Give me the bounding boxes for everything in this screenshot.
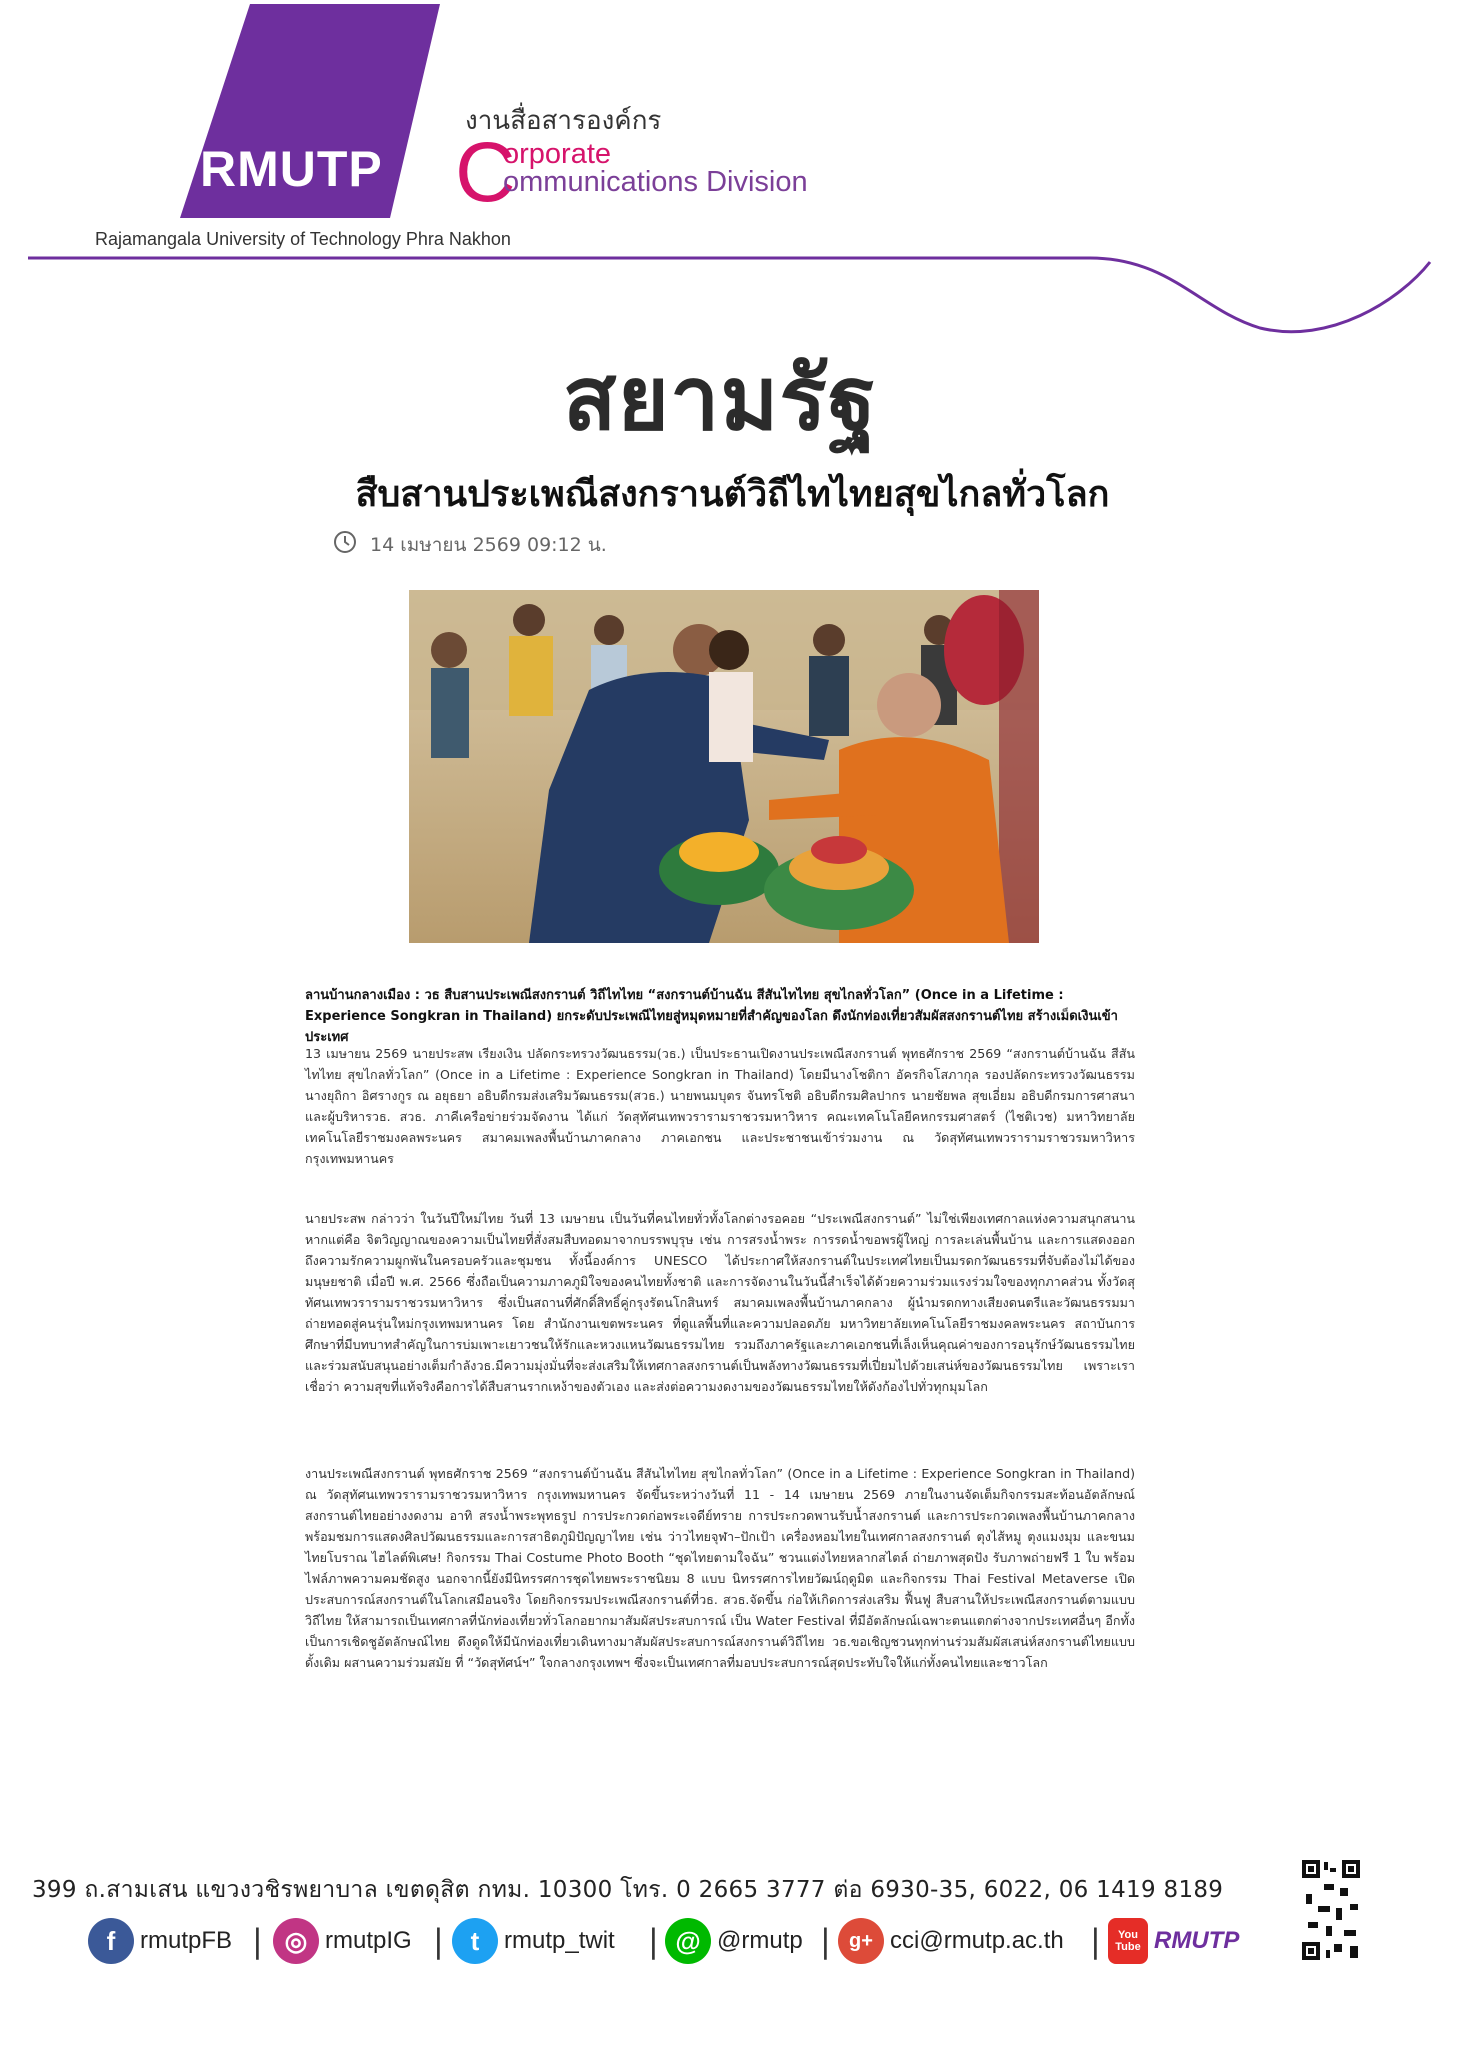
social-twitter[interactable] bbox=[452, 1918, 615, 1964]
google-plus-icon: g+ bbox=[838, 1918, 884, 1964]
rmutp-logo-text: RMUTP bbox=[200, 141, 383, 197]
header-divider-curve bbox=[0, 250, 1465, 340]
department-name-line2: ommunications Division bbox=[503, 166, 808, 198]
separator: | bbox=[252, 1922, 263, 1960]
line-icon: @ bbox=[665, 1918, 711, 1964]
university-name: Rajamangala University of Technology Phra Nakhon bbox=[95, 229, 511, 249]
social-label: rmutpFB bbox=[140, 1927, 233, 1954]
social-facebook[interactable] bbox=[88, 1918, 232, 1964]
footer-address: 399 ถ.สามเสน แขวงวชิรพยาบาล เขตดุสิต กทม. 10300 โทร. 0 2665 3777 ต่อ 6930-35, 6022, 06 1419 8189 bbox=[32, 1877, 1224, 1903]
social-youtube[interactable] bbox=[1108, 1918, 1239, 1964]
department-thai-name: งานสื่อสารองค์กร bbox=[465, 106, 662, 136]
department-name-line1: orporate bbox=[503, 138, 612, 170]
youtube-icon: You Tube bbox=[1108, 1918, 1148, 1964]
separator: | bbox=[648, 1922, 659, 1960]
article-paragraph: งานประเพณีสงกรานต์ พุทธศักราช 2569 “สงกรานต์บ้านฉัน สีสันไทไทย สุขไกลทั่วโลก” (Once in a Lifetime : Experience Songkran in Thailand) ณ วัดสุทัศนเทพวรารามราชวรมหาวิหาร กรุงเทพมหานคร จัดขึ้นระหว่างวันที่ 11 - 14 เมษายน 2569 ภายในงานจัดเต็มกิจกรรมสะท้อนอัตลักษณ์สงกรานต์ไทยอย่างงดงาม อาทิ สรงน้ำพระพุทธรูป การประกวดก่อพระเจดีย์ทราย การประกวดพานรับน้ำสงกรานต์ และการประกวดเพลงพื้นบ้านภาคกลาง พร้อมชมการแสดงศิลปวัฒนธรรมและการสาธิตภูมิปัญญาไทย เช่น ว่าวไทยจุฬา–ปักเป้า เครื่องหอมไทยในเทศกาลสงกรานต์ ตุงไส้หมู ตุงแมงมุม และขนมไทยโบราณ ไฮไลต์พิเศษ! กิจกรรม Thai Costume Photo Booth “ชุดไทยตามใจฉัน” ชวนแต่งไทยหลากสไตล์ ถ่ายภาพสุดปัง รับภาพถ่ายฟรี 1 ใบ พร้อมไฟล์ภาพความคมชัดสูง นอกจากนี้ยังมีนิทรรศการชุดไทยพระราชนิยม 8 แบบ นิทรรศการไทยวัฒน์ฤดูมิต และกิจกรรม Thai Festival Metaverse เปิดประสบการณ์สงกรานต์ในโลกเสมือนจริง โดยกิจกรรมประเพณีสงกรานต์ที่วธ. สวธ.จัดขึ้น ก่อให้เกิดการส่งเสริม ฟื้นฟู สืบสานให้ประเพณีสงกรานต์ตามแบบวิถีไทย ให้สามารถเป็นเทศกาลที่นักท่องเที่ยวทั่วโลกอยากมาสัมผัสประสบการณ์ เป็น Water Festival ที่มีอัตลักษณ์เฉพาะตนแตกต่างจากประเทศอื่นๆ อีกทั้งเป็นการเชิดชูอัตลักษณ์ไทย ดึงดูดให้มีนักท่องเที่ยวเดินทางมาสัมผัสประสบการณ์สงกรานต์วิถีไทย วธ.ขอเชิญชวนทุกท่านร่วมสัมผัสเสน่ห์สงกรานต์ไทยแบบดั้งเดิม ผสานความร่วมสมัย ที่ “วัดสุทัศน์ฯ” ใจกลางกรุงเทพฯ ซึ่งจะเป็นเทศกาลที่มอบประสบการณ์สุดประทับใจให้แก่ทั้งคนไทยและชาวโลก bbox=[305, 1466, 1135, 1670]
qr-code bbox=[1300, 1858, 1362, 1962]
department-logo-c: C bbox=[455, 125, 516, 219]
social-email[interactable] bbox=[838, 1918, 1064, 1964]
social-label: RMUTP bbox=[1154, 1927, 1240, 1954]
twitter-icon: t bbox=[452, 1918, 498, 1964]
newspaper-masthead: สยามรัฐ bbox=[562, 346, 878, 450]
social-instagram[interactable] bbox=[273, 1918, 412, 1964]
instagram-icon: ◎ bbox=[273, 1918, 319, 1964]
publish-date: 14 เมษายน 2569 09:12 น. bbox=[370, 534, 607, 556]
social-label: @rmutp bbox=[717, 1927, 803, 1954]
clock-icon bbox=[333, 530, 357, 554]
separator: | bbox=[820, 1922, 831, 1960]
social-label: rmutp_twit bbox=[504, 1927, 615, 1954]
social-label: rmutpIG bbox=[325, 1927, 412, 1954]
article-paragraph: 13 เมษายน 2569 นายประสพ เรียงเงิน ปลัดกระทรวงวัฒนธรรม(วธ.) เป็นประธานเปิดงานประเพณีสงกรานต์ พุทธศักราช 2569 “สงกรานต์บ้านฉัน สีสันไทไทย สุขไกลทั่วโลก” (Once in a Lifetime : Experience Songkran in Thailand) โดยมีนางโชติกา อัครกิจโสภากุล รองปลัดกระทรวงวัฒนธรรม นางยุถิกา อิศรางกูร ณ อยุธยา อธิบดีกรมส่งเสริมวัฒนธรรม(สวธ.) นายพนมบุตร จันทรโชติ อธิบดีกรมศิลปากร นายชัยพล สุขเอี่ยม อธิบดีกรมการศาสนา และผู้บริหารวธ. สวธ. ภาคีเครือข่ายร่วมจัดงาน ได้แก่ วัดสุทัศนเทพวรารามราชวรมหาวิหาร คณะเทคโนโลยีคหกรรมศาสตร์ (ไชติเวช) มหาวิทยาลัยเทคโนโลยีราชมงคลพระนคร สมาคมเพลงพื้นบ้านภาคกลาง ภาคเอกชน และประชาชนเข้าร่วมงาน ณ วัดสุทัศนเทพวรารามราชวรมหาวิหาร กรุงเทพมหานคร bbox=[305, 1046, 1135, 1166]
facebook-icon: f bbox=[88, 1918, 134, 1964]
separator: | bbox=[1090, 1922, 1101, 1960]
social-label: cci@rmutp.ac.th bbox=[890, 1927, 1064, 1954]
article-photo bbox=[409, 590, 1039, 943]
article-lead: ลานบ้านกลางเมือง : วธ สืบสานประเพณีสงกรานต์ วิถีไทไทย “สงกรานต์บ้านฉัน สีสันไทไทย สุขไกลทั่วโลก” (Once in a Lifetime : Experience Songkran in Thailand) ยกระดับประเพณีไทยสู่หมุดหมายที่สำคัญของโลก ดึงนักท่องเที่ยวสัมผัสสงกรานต์ไทย สร้างเม็ดเงินเข้าประเทศ bbox=[305, 988, 1118, 1045]
social-line[interactable] bbox=[665, 1918, 803, 1964]
article-paragraph: นายประสพ กล่าวว่า ในวันปีใหม่ไทย วันที่ 13 เมษายน เป็นวันที่คนไทยทั่วทั้งโลกต่างรอคอย “ประเพณีสงกรานต์” ไม่ใช่เพียงเทศกาลแห่งความสนุกสนาน หากแต่คือ จิตวิญญาณของความเป็นไทยที่สั่งสมสืบทอดมาจากบรรพบุรุษ เช่น การสรงน้ำพระ การรดน้ำขอพรผู้ใหญ่ การละเล่นพื้นบ้าน และการแสดงออกถึงความรักความผูกพันในครอบครัวและชุมชน ทั้งนี้องค์การ UNESCO ได้ประกาศให้สงกรานต์ในประเทศไทยเป็นมรดกวัฒนธรรมที่จับต้องไม่ได้ของมนุษยชาติ เมื่อปี พ.ศ. 2566 ซึ่งถือเป็นความภาคภูมิใจของคนไทยทั้งชาติ และการจัดงานในวันนี้สำเร็จได้ด้วยความร่วมแรงร่วมใจของทุกภาคส่วน ทั้งวัดสุทัศนเทพวรารามราชวรมหาวิหาร ซึ่งเป็นสถานที่ศักดิ์สิทธิ์คู่กรุงรัตนโกสินทร์ สมาคมเพลงพื้นบ้านภาคกลาง ผู้นำมรดกทางเสียงดนตรีและวัฒนธรรมมาถ่ายทอดสู่คนรุ่นใหม่กรุงเทพมหานคร โดย สำนักงานเขตพระนคร ที่ดูแลพื้นที่และความปลอดภัย มหาวิทยาลัยเทคโนโลยีราชมงคลพระนคร สถาบันการศึกษาที่มีบทบาทสำคัญในการบ่มเพาะเยาวชนให้รักและหวงแหนวัฒนธรรมไทย รวมถึงภาครัฐและภาคเอกชนที่เล็งเห็นคุณค่าของการอนุรักษ์วัฒนธรรมไทยและร่วมสนับสนุนอย่างเต็มกำลังวธ.มีความมุ่งมั่นที่จะส่งเสริมให้เทศกาลสงกรานต์เป็นพลังทางวัฒนธรรมที่เปี่ยมไปด้วยเสน่ห์ของวัฒนธรรมไทย เพราะเราเชื่อว่า ความสุขที่แท้จริงคือการได้สืบสานรากเหง้าของตัวเอง และส่งต่อความงดงามของวัฒนธรรมไทยให้ดังก้องไปทั่วทุกมุมโลก bbox=[305, 1211, 1135, 1394]
separator: | bbox=[433, 1922, 444, 1960]
article-headline: สืบสานประเพณีสงกรานต์วิถีไทไทยสุขไกลทั่วโลก bbox=[355, 474, 1110, 515]
